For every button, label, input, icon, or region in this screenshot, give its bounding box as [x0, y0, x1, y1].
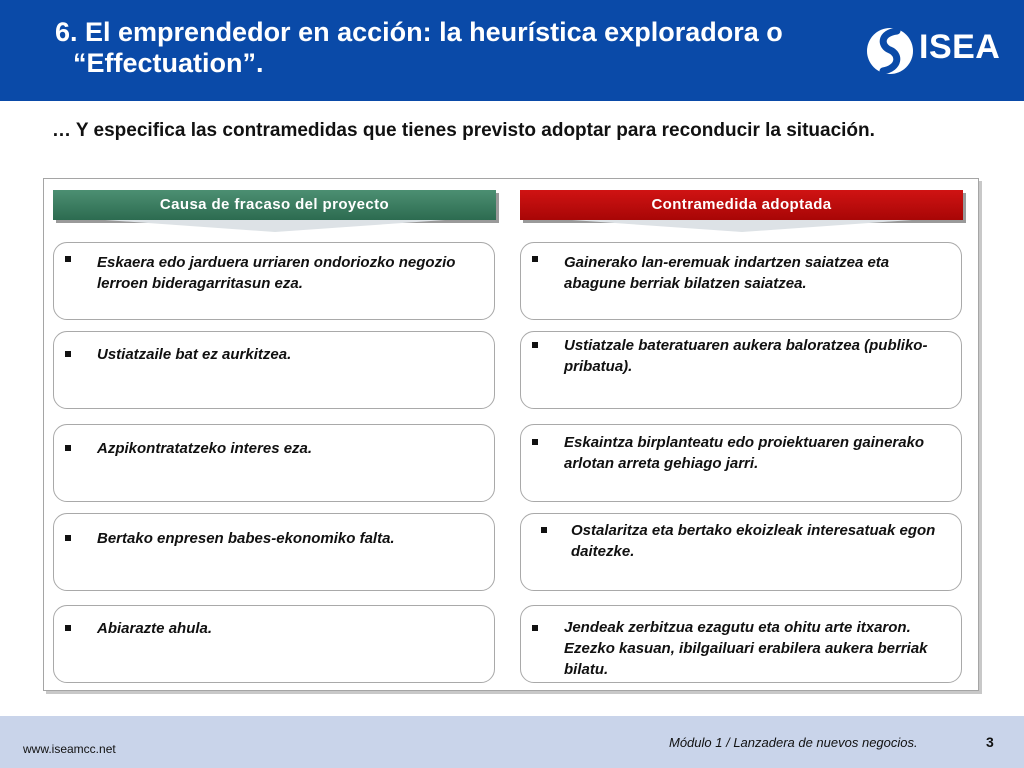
- page-number: 3: [986, 734, 994, 750]
- countermeasure-box: [520, 513, 962, 591]
- countermeasure-text: Ostalaritza eta bertako ekoizleak interesatuak egon daitezke.: [571, 522, 936, 560]
- cause-text: Azpikontratatzeko interes eza.: [97, 440, 313, 457]
- bullet-icon: [65, 351, 71, 357]
- countermeasure-text: Ustiatzale bateratuaren aukera baloratzea (publiko-pribatua).: [564, 337, 928, 375]
- cause-text: Bertako enpresen babes-ekonomiko falta.: [97, 530, 395, 547]
- slide-title-line2: “Effectuation”.: [73, 48, 264, 78]
- countermeasure-box: [520, 242, 962, 320]
- cause-box: [53, 242, 495, 320]
- countermeasure-box: [520, 424, 962, 502]
- countermeasure-box: [520, 605, 962, 683]
- cause-text: Eskaera edo jarduera urriaren ondoriozko negozio lerroen bideragarritasun eza.: [97, 254, 456, 292]
- bullet-icon: [541, 527, 547, 533]
- cause-text: Abiarazte ahula.: [97, 620, 213, 637]
- bullet-icon: [65, 256, 71, 262]
- bullet-icon: [532, 342, 538, 348]
- footer-module: Módulo 1 / Lanzadera de nuevos negocios.: [669, 735, 918, 750]
- footer-url: www.iseamcc.net: [23, 742, 116, 756]
- slide-title: [55, 17, 845, 79]
- countermeasure-box: [520, 331, 962, 409]
- cause-box: [53, 424, 495, 502]
- countermeasures-header-pointer: [572, 220, 912, 232]
- countermeasure-text: Jendeak zerbitzua ezagutu eta ohitu arte itxaron. Ezezko kasuan, ibilgailuari erabilera aukera berriak bilatu.: [564, 619, 928, 678]
- logo-wordmark: ISEA: [919, 28, 1001, 66]
- cause-box: [53, 605, 495, 683]
- causes-header-pointer: [105, 220, 445, 232]
- bullet-icon: [532, 625, 538, 631]
- countermeasure-text: Eskaintza birplanteatu edo proiektuaren gainerako arlotan arreta gehiago jarri.: [564, 434, 925, 472]
- bullet-icon: [65, 625, 71, 631]
- countermeasures-column-header: Contramedida adoptada: [520, 190, 963, 220]
- isea-logo-icon: [866, 24, 916, 78]
- subtitle: … Y especifica las contramedidas que tienes previsto adoptar para reconducir la situación.: [52, 120, 875, 141]
- cause-text: Ustiatzaile bat ez aurkitzea.: [97, 346, 292, 363]
- cause-box: [53, 513, 495, 591]
- countermeasure-text: Gainerako lan-eremuak indartzen saiatzea eta abagune berriak bilatzen saiatzea.: [564, 254, 890, 292]
- isea-logo: [866, 24, 1001, 78]
- bullet-icon: [532, 439, 538, 445]
- slide-title-line1: 6. El emprendedor en acción: la heurística exploradora o: [55, 17, 783, 47]
- bullet-icon: [65, 445, 71, 451]
- title-bar: [0, 0, 1024, 101]
- bullet-icon: [65, 535, 71, 541]
- causes-column-header: Causa de fracaso del proyecto: [53, 190, 496, 220]
- bullet-icon: [532, 256, 538, 262]
- cause-box: [53, 331, 495, 409]
